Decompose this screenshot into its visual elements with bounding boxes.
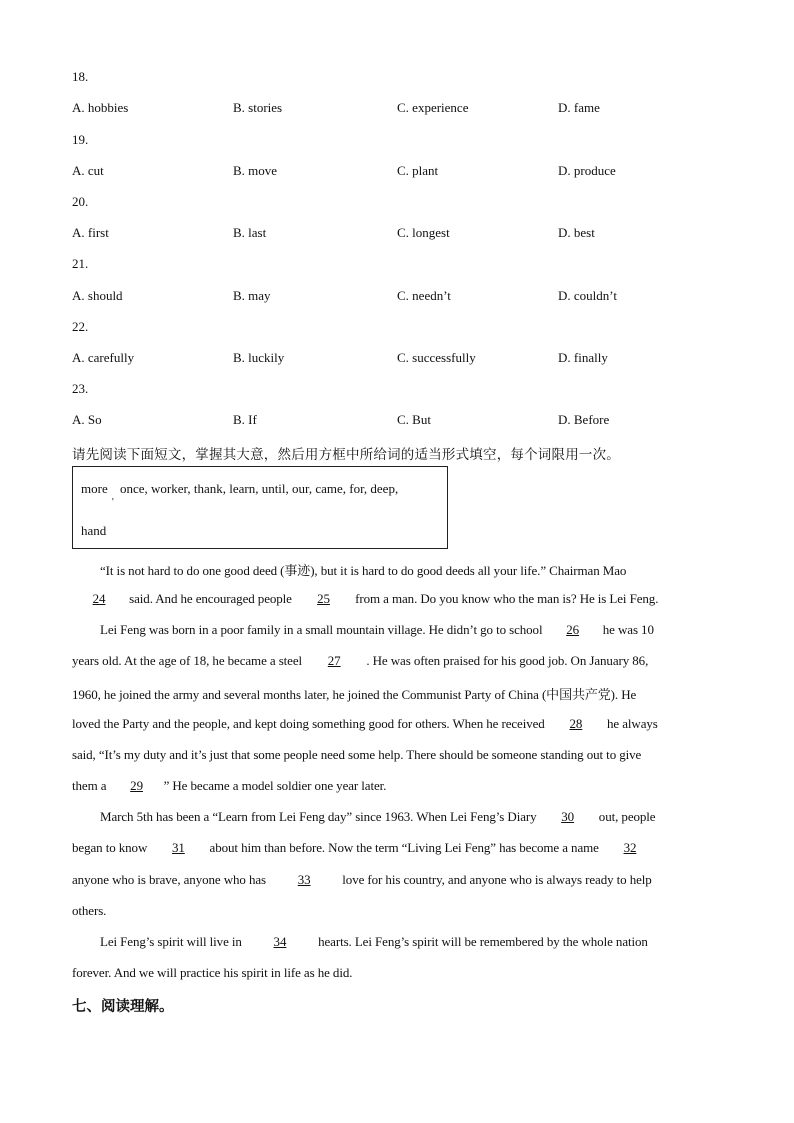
option-c: C. experience [397,100,469,115]
passage-line [72,840,658,856]
question-number: 21. [72,256,89,271]
blank-32: 32 [623,840,637,855]
passage-text: Lei Feng’s spirit will live in [100,934,245,949]
option-c: C. longest [397,225,450,240]
option-b: B. stories [233,100,283,115]
passage-line [72,653,648,669]
word-box-words: once, worker, thank, learn, until, our, came, for, deep, [120,481,399,496]
option-b: B. If [233,412,257,427]
question-number: 23. [72,381,89,396]
blank-33: 33 [297,872,311,887]
passage-text: about him than before. Now the term “Living Lei Feng” has become a name [206,840,602,855]
blank-26: 26 [566,622,580,637]
passage-text: anyone who is brave, anyone who has [72,872,270,887]
passage-text: love for his country, and anyone who is always ready to help [339,872,652,887]
option-c: C. But [397,412,431,427]
option-b: B. luckily [233,350,285,365]
word-box-first-word: more [81,481,108,496]
option-d: D. produce [558,163,616,178]
option-d: D. couldn’t [558,288,617,303]
option-d: D. fame [558,100,600,115]
option-a: A. first [72,225,109,240]
passage-text: years old. At the age of 18, he became a steel [72,653,306,668]
passage-line [100,622,654,638]
passage-line: 1960, he joined the army and several months later, he joined the Communist Party of China (中国共产党). He [72,687,637,702]
blank-31: 31 [171,840,185,855]
passage-text: Lei Feng was born in a poor family in a small mountain village. He didn’t go to school [100,622,546,637]
passage-line: “It is not hard to do one good deed (事迹), but it is hard to do good deeds all your life.” Chairman Mao [100,563,627,578]
passage-text: said. And he encouraged people [126,591,295,606]
option-d: D. Before [558,412,610,427]
passage-text: . He was often praised for his good job. On January 86, [363,653,649,668]
blank-24: 24 [92,591,106,606]
passage-line [72,778,386,794]
passage-text: ” He became a model soldier one year later. [163,778,387,793]
passage-line: forever. And we will practice his spirit in life as he did. [72,965,353,980]
option-c: C. successfully [397,350,476,365]
blank-25: 25 [317,591,330,606]
option-b: B. last [233,225,267,240]
passage-text: out, people [595,809,656,824]
blank-27: 27 [327,653,341,668]
option-c: C. plant [397,163,439,178]
option-a: A. carefully [72,350,135,365]
passage-line [100,809,655,825]
passage-text: from a man. Do you know who the man is? He is Lei Feng. [352,591,659,606]
passage-text: them a [72,778,110,793]
blank-28: 28 [569,716,583,731]
passage-line [72,716,658,732]
passage-text: March 5th has been a “Learn from Lei Feng day” since 1963. When Lei Feng’s Diary [100,809,540,824]
option-d: D. finally [558,350,608,365]
option-a: A. hobbies [72,100,129,115]
blank-30: 30 [561,809,575,824]
passage-line: others. [72,903,107,918]
passage-line: said, “It’s my duty and it’s just that some people need some help. There should be someone standing out to give [72,747,642,762]
passage-line [100,934,648,950]
section-heading: 七、阅读理解。 [72,999,174,1015]
word-box-mark: ' [112,497,114,508]
option-d: D. best [558,225,595,240]
blank-29: 29 [130,778,143,793]
passage-text: he was 10 [599,622,654,637]
option-a: A. should [72,288,123,303]
option-a: A. cut [72,163,104,178]
option-a: A. So [72,412,102,427]
word-box-last-word: hand [81,523,107,538]
passage-text: began to know [72,840,151,855]
passage-text: hearts. Lei Feng’s spirit will be remembered by the whole nation [314,934,648,949]
passage-line [72,872,652,888]
question-number: 18. [72,69,89,84]
option-b: B. may [233,288,271,303]
instruction-text: 请先阅读下面短文，掌握其大意，然后用方框中所给词的适当形式填空，每个词限用一次。 [72,447,620,463]
question-number: 22. [72,319,89,334]
passage-text: he always [603,716,658,731]
passage-line [72,591,658,607]
word-box [72,466,448,549]
option-b: B. move [233,163,278,178]
blank-34: 34 [273,934,287,949]
question-number: 19. [72,132,89,147]
option-c: C. needn’t [397,288,451,303]
passage-text: loved the Party and the people, and kept doing something good for others. When he received [72,716,548,731]
question-number: 20. [72,194,89,209]
